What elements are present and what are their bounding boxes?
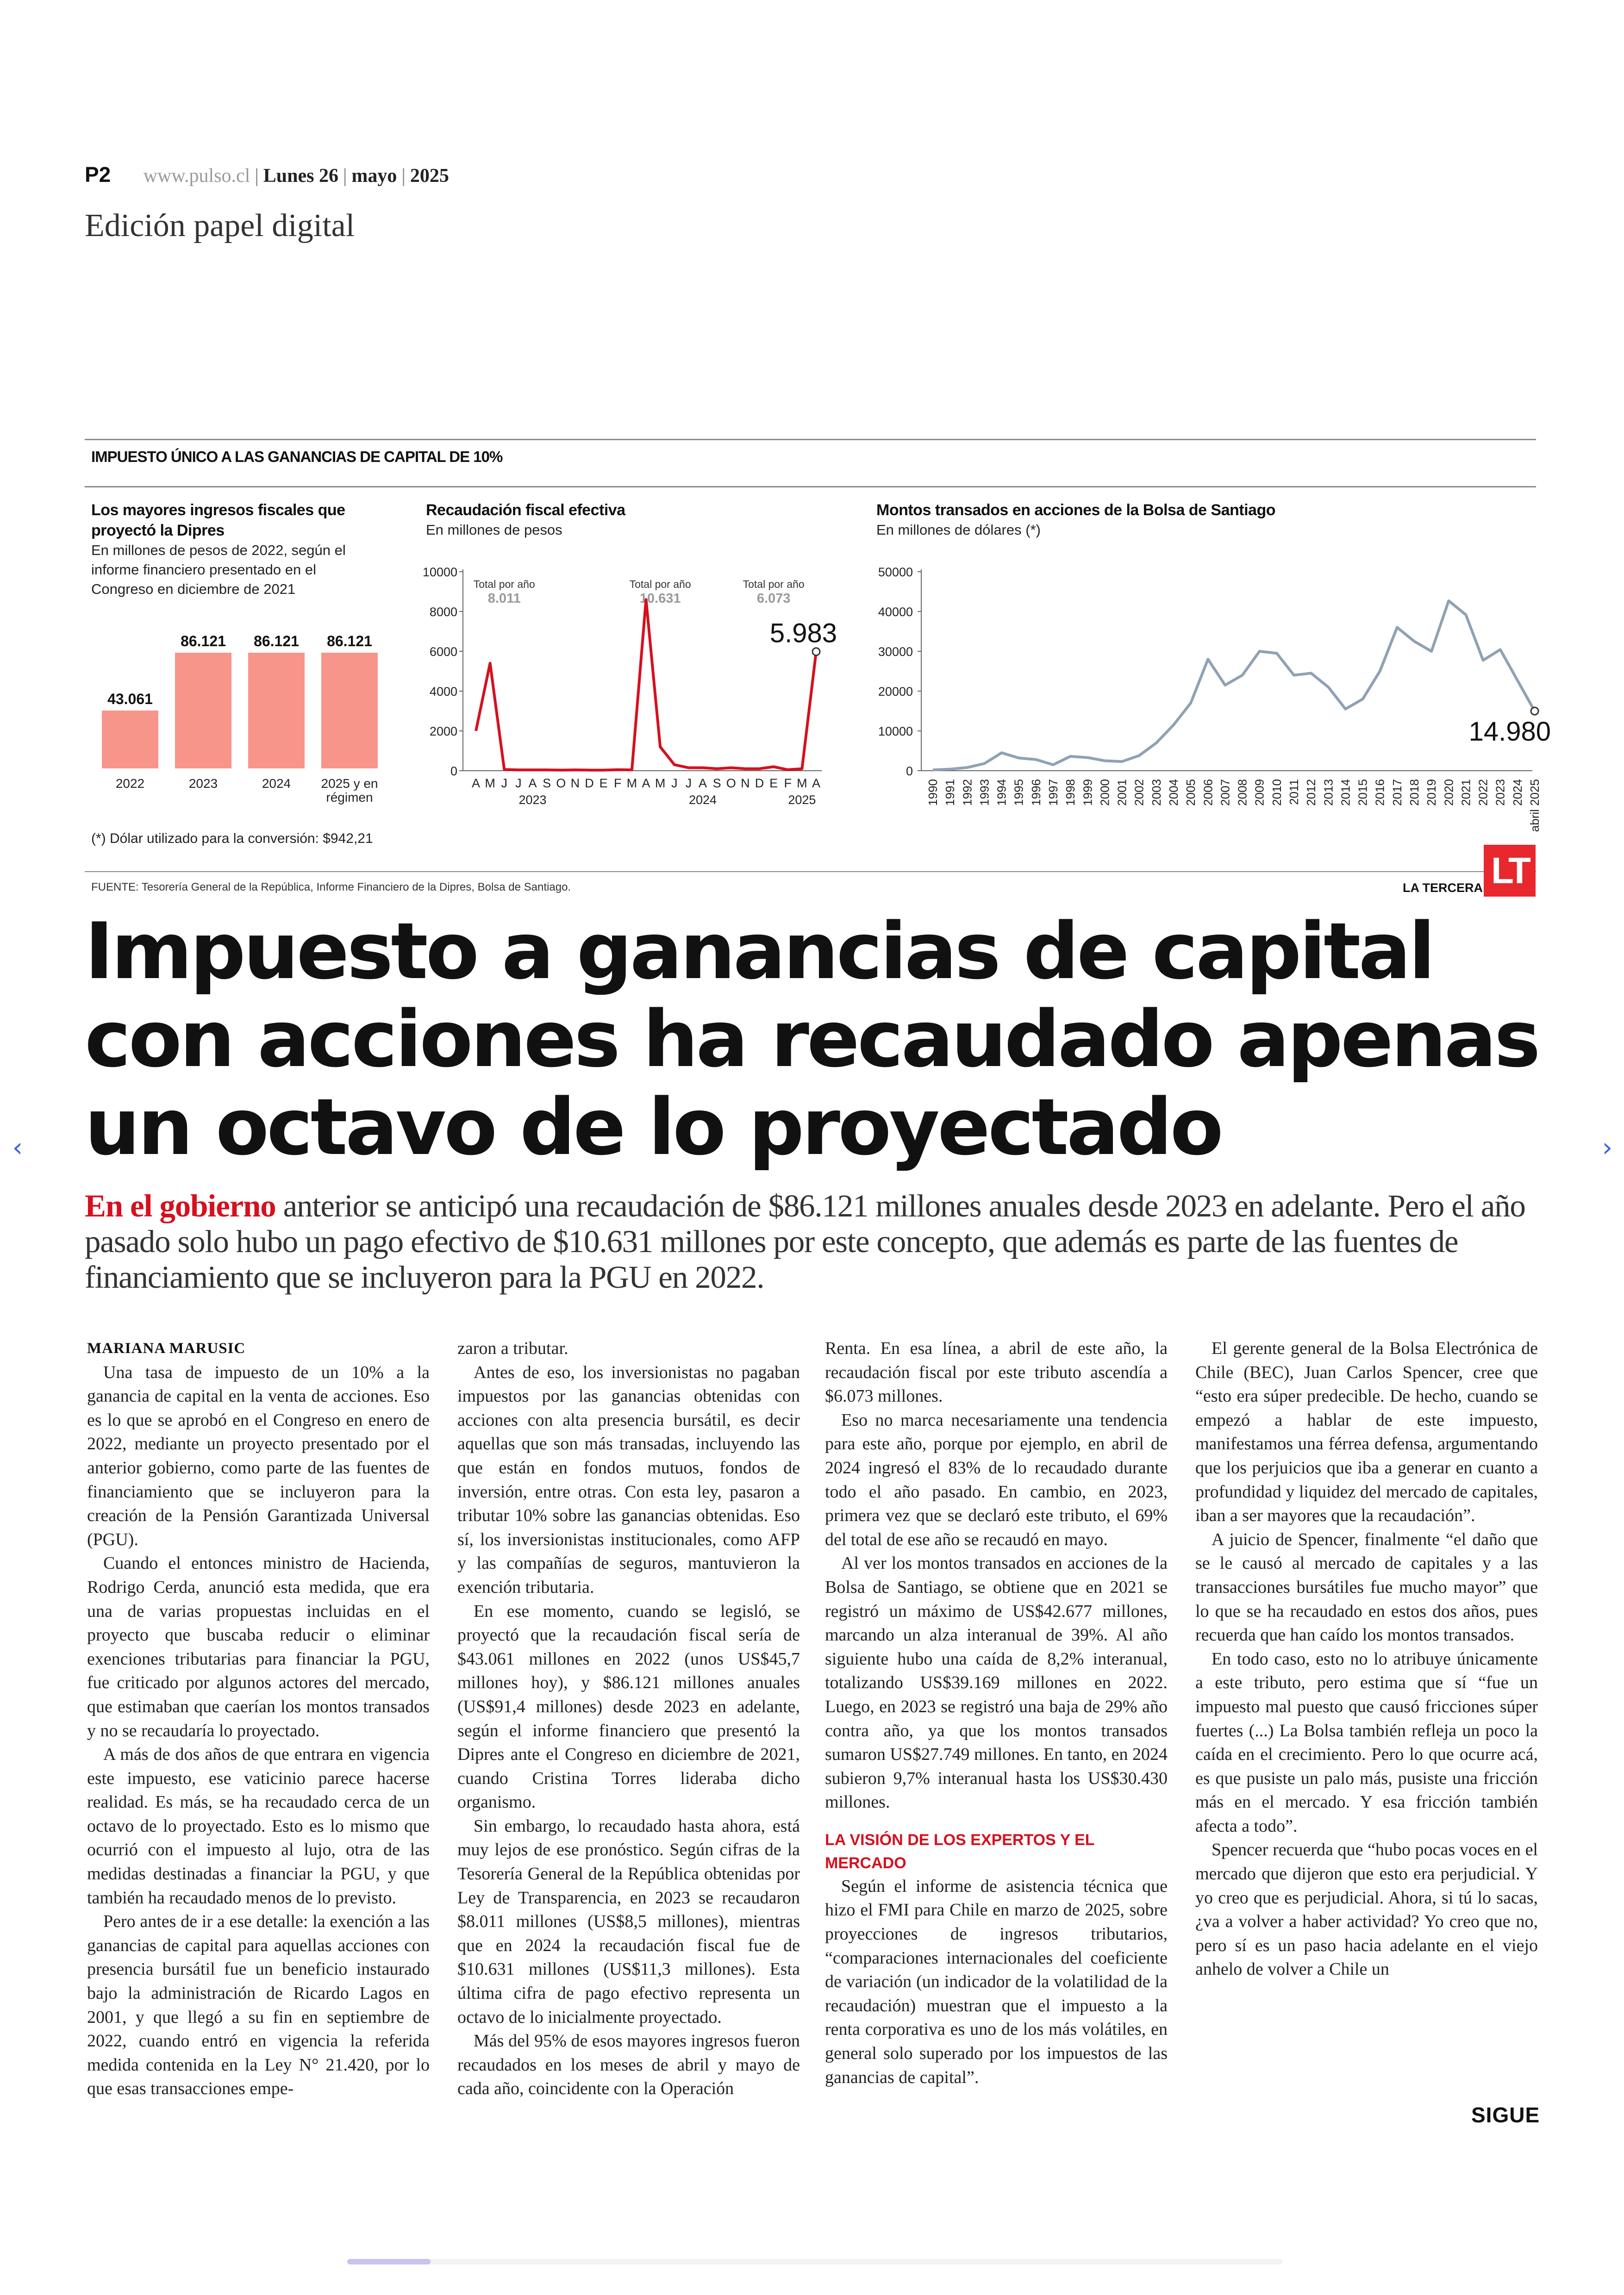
x-tick-label: 1990: [926, 779, 940, 806]
site-url: www.pulso.cl: [143, 165, 250, 187]
chart3-heading: [876, 500, 1432, 540]
previous-page-button[interactable]: ‹: [12, 1133, 23, 1163]
header-year: 2025: [410, 165, 449, 187]
x-tick-label: abril 2025: [1528, 779, 1542, 832]
paragraph: En ese momento, cuando se legisló, se proyectó que la recaudación fiscal sería de $43.061 millones en 2022 (unos US$45,7 millones hoy), y $86.121 millones anuales (US$91,4 millones) desde 2023 en adelante, según el informe financiero que presentó la Dipres ante el Congreso en diciembre de 2021, cuando Cristina Torres lideraba dicho organismo.: [457, 1601, 800, 1812]
x-tick-label: 2010: [1269, 779, 1284, 806]
infographic-title: IMPUESTO ÚNICO A LAS GANANCIAS DE CAPITAL DE 10%: [91, 448, 503, 465]
x-tick-label: A: [812, 776, 821, 790]
chart1-heading: [91, 500, 378, 599]
infographic-title-rule: [85, 486, 1536, 487]
article-column-4: [1195, 1337, 1538, 1982]
x-tick-label: D: [755, 776, 764, 790]
series-line: [933, 601, 1535, 770]
line-chart-recaudacion: [417, 555, 843, 815]
x-tick-label: 2020: [1442, 779, 1456, 806]
paragraph: En todo caso, esto no lo atribuye únicamente a este tributo, pero estima que sí “fue un impuesto mal puesto que causó fricciones súper fuertes (...) La Bolsa también refleja un poco la caída en el crecimiento. Pero lo que ocurre acá, es que pusiste un palo más, pusiste una fricción más en el mercado. Y esa fricción también afecta a todo”.: [1195, 1649, 1538, 1836]
bar-category-label: régimen: [326, 790, 373, 804]
x-tick-label: M: [655, 776, 666, 790]
paragraph: Cuando el entonces ministro de Hacienda, Rodrigo Cerda, anunció esta medida, que era una de varias propuestas incluidas en el proyecto que buscaba reducir o eliminar exenciones tributarias para financiar la PGU, fue criticado por algunos actores del mercado, que estimaban que caerían los montos transados y no se recaudaría lo proyectado.: [87, 1553, 430, 1740]
x-tick-label: 2024: [1510, 779, 1524, 806]
x-tick-label: 1997: [1046, 779, 1060, 806]
paragraph-continued: zaron a tributar.: [457, 1339, 568, 1358]
paragraph: Según el informe de asistencia técnica que hizo el FMI para Chile en marzo de 2025, sobre proyecciones de ingresos tributarios, “comparaciones internacionales del coeficiente de variación (un indicador de la volatilidad de la recaudación) muestran que el impuesto a la renta corporativa es uno de los más volátiles, en general solo superado por los impuestos de las ganancias de capital”.: [825, 1876, 1168, 2087]
y-tick-label: 8000: [429, 605, 457, 619]
x-tick-label: O: [726, 776, 736, 790]
y-tick-label: 10000: [878, 724, 913, 738]
bar-category-label: 2024: [262, 776, 291, 791]
bar-category-label: 2022: [115, 776, 145, 791]
annotation-value: 8.011: [487, 591, 521, 606]
bar-2: [248, 653, 305, 768]
annotation-value: 10.631: [639, 591, 681, 606]
bar-value-label: 43.061: [107, 690, 153, 707]
x-tick-label: 2012: [1304, 779, 1318, 806]
chart2-title: Recaudación fiscal efectiva: [426, 501, 625, 519]
x-tick-label: 2019: [1424, 779, 1439, 806]
last-value-label: 14.980: [1468, 717, 1551, 747]
scrollbar-track[interactable]: [347, 2259, 1282, 2264]
series-line: [476, 599, 816, 770]
x-tick-label: 1996: [1029, 779, 1043, 806]
x-tick-label: 2002: [1132, 779, 1146, 806]
x-tick-label: S: [712, 776, 721, 790]
la-tercera-logo: LT: [1484, 845, 1536, 897]
y-tick-label: 4000: [429, 685, 457, 698]
page-header: P2 www.pulso.cl | Lunes 26 | mayo | 2025: [85, 162, 449, 187]
next-page-button[interactable]: ›: [1602, 1133, 1613, 1163]
x-tick-label: 2008: [1235, 779, 1249, 806]
x-tick-label: A: [642, 776, 650, 790]
x-tick-label: 2023: [1493, 779, 1507, 806]
x-tick-label: 2009: [1252, 779, 1267, 806]
paragraph-continued: Renta. En esa línea, a abril de este año, la recaudación fiscal por este tributo ascendía a $6.073 millones.: [825, 1339, 1168, 1406]
infographic-top-rule: [85, 439, 1536, 440]
chart2-heading: [426, 500, 796, 540]
x-tick-label: 2016: [1373, 779, 1387, 806]
x-tick-label: D: [585, 776, 594, 790]
x-tick-label: E: [769, 776, 778, 790]
x-tick-label: 2013: [1321, 779, 1336, 806]
brand-name: LA TERCERA: [1403, 881, 1483, 895]
bar-0: [102, 711, 158, 768]
paragraph: Sin embargo, lo recaudado hasta ahora, está muy lejos de ese pronóstico. Según cifras de la Tesorería General de la República obtenidas por Ley de Transparencia, en 2023 se recaudaron $8.011 millones (US$8,5 millones), mientras que en 2024 la recaudación fiscal fue de $10.631 millones (US$11,3 millones). Esta última cifra de pago efectivo representa un octavo de lo inicialmente proyectado.: [457, 1816, 800, 2027]
paragraph: Antes de eso, los inversionistas no pagaban impuestos por las ganancias obtenidas con acciones con alta presencia bursátil, es decir aquellas que son más transadas, incluyendo las que están en fondos mutuos, fondos de inversión, entre otras. Con esta ley, pasaron a tributar 10% sobre las ganancias obtenidas. Eso sí, los inversionistas institucionales, como AFP y las compañías de seguros, mantuvieron la exención tributaria.: [457, 1362, 800, 1597]
y-tick-label: 20000: [878, 685, 913, 698]
chart1-title: Los mayores ingresos fiscales que proyectó la Dipres: [91, 501, 345, 539]
x-tick-label: O: [556, 776, 566, 790]
page-number: P2: [85, 162, 111, 187]
x-tick-label: 1992: [960, 779, 974, 806]
bar-1: [175, 653, 231, 768]
y-tick-label: 30000: [878, 645, 913, 659]
header-month: mayo: [351, 165, 397, 187]
y-tick-label: 50000: [878, 565, 913, 579]
x-tick-label: 2007: [1218, 779, 1232, 806]
x-tick-label: 2001: [1115, 779, 1129, 806]
x-tick-label: 2022: [1476, 779, 1490, 806]
x-tick-label: 2021: [1459, 779, 1473, 806]
infographic-bottom-rule: [85, 871, 1536, 872]
x-tick-label: 1994: [994, 779, 1009, 806]
continue-label: SIGUE: [1471, 2103, 1540, 2127]
chart3-subtitle: En millones de dólares (*): [876, 522, 1041, 538]
x-tick-label: A: [528, 776, 537, 790]
x-tick-label: 1991: [943, 779, 957, 806]
header-day: Lunes 26: [263, 165, 338, 187]
x-tick-label: A: [698, 776, 707, 790]
edition-label: Edición papel digital: [85, 208, 355, 243]
last-value-label: 5.983: [769, 618, 837, 649]
x-tick-label: 2015: [1355, 779, 1370, 806]
chart3-title: Montos transados en acciones de la Bolsa de Santiago: [876, 501, 1276, 519]
y-tick-label: 0: [906, 764, 913, 778]
x-tick-label: 1998: [1063, 779, 1078, 806]
article-column-2: [457, 1337, 800, 2101]
y-tick-label: 10000: [422, 565, 457, 579]
article-lead: [85, 1188, 1538, 1295]
annotation-label: Total por año: [629, 578, 691, 590]
x-tick-label: J: [515, 776, 522, 790]
article-column-3: [825, 1337, 1168, 2089]
x-tick-label: 1993: [977, 779, 992, 806]
annotation-value: 6.073: [756, 591, 791, 606]
x-tick-label: N: [570, 776, 580, 790]
section-subhead: LA VISIÓN DE LOS EXPERTOS Y EL MERCADO: [825, 1831, 1094, 1872]
x-tick-label: 2006: [1201, 779, 1215, 806]
x-tick-label: 2014: [1338, 779, 1353, 806]
x-tick-label: N: [741, 776, 750, 790]
x-tick-label: J: [671, 776, 678, 790]
x-tick-label: S: [543, 776, 551, 790]
last-point-marker: [812, 648, 820, 655]
chart-footnote: (*) Dólar utilizado para la conversión: $942,21: [91, 831, 373, 846]
x-tick-label: 2000: [1098, 779, 1112, 806]
paragraph: El gerente general de la Bolsa Electrónica de Chile (BEC), Juan Carlos Spencer, cree que “esto era súper predecible. De hecho, cuando se empezó a hablar de este impuesto, manifestamos una férrea defensa, argumentando que los perjuicios que iba a generar en cuanto a profundidad y liquidez del mercado de capitales, iban a ser mayores que la recaudación”.: [1195, 1339, 1538, 1526]
paragraph: Spencer recuerda que “hubo pocas voces en el mercado que dijeron que esto era perjudicial. Y yo creo que es perjudicial. Ahora, si tú lo sacas, ¿va a volver a haber actividad? Yo creo que no, pero sí es un paso hacia adelante en el viejo anhelo de volver a Chile un: [1195, 1840, 1538, 1979]
year-label: 2023: [518, 793, 547, 807]
article-column-1: [87, 1337, 430, 2101]
x-tick-label: 2004: [1167, 779, 1181, 806]
x-tick-label: 2017: [1390, 779, 1404, 806]
bar-category-label: 2025 y en: [321, 776, 378, 791]
chart-source: FUENTE: Tesorería General de la República, Informe Financiero de la Dipres, Bolsa de Santiago.: [91, 881, 571, 893]
article-headline: Impuesto a ganancias de capital con acciones ha recaudado apenas un octavo de lo proyectado: [85, 906, 1538, 1172]
lead-text: anterior se anticipó una recaudación de $86.121 millones anuales desde 2023 en adelante. Pero el año pasado solo hubo un pago efectivo de $10.631 millones por este concepto, que además es parte de las fuentes de financiamiento que se incluyeron para la PGU en 2022.: [85, 1188, 1525, 1295]
y-tick-label: 40000: [878, 605, 913, 619]
paragraph: Pero antes de ir a ese detalle: la exención a las ganancias de capital para aquellas acciones con presencia bursátil fue un beneficio instaurado bajo la administración de Ricardo Lagos en 2001, y que llegó a su fin en septiembre de 2022, cuando entró en vigencia la referida medida contenida en la Ley N° 21.420, por lo que esas transacciones empe-: [87, 1912, 430, 2099]
y-tick-label: 2000: [429, 724, 457, 738]
year-label: 2024: [688, 793, 717, 807]
x-tick-label: M: [626, 776, 637, 790]
x-tick-label: 2018: [1407, 779, 1421, 806]
paragraph: A más de dos años de que entrara en vigencia este impuesto, ese vaticinio parece hacerse realidad. Es más, se ha recaudado cerca de un octavo de lo proyectado. Esto es lo mismo que ocurrió con el impuesto al lujo, otra de las medidas destinadas a financiar la PGU, y que también ha recaudado menos de lo previsto.: [87, 1745, 430, 1908]
last-point-marker: [1531, 707, 1538, 715]
annotation-label: Total por año: [743, 578, 805, 590]
line-chart-montos-bolsa: [856, 555, 1551, 879]
bar-value-label: 86.121: [327, 633, 372, 649]
paragraph: Más del 95% de esos mayores ingresos fueron recaudados en los meses de abril y mayo de cada año, coincidente con la Operación: [457, 2031, 800, 2099]
year-label: 2025: [788, 793, 816, 807]
bar-3: [321, 653, 378, 768]
x-tick-label: J: [685, 776, 692, 790]
x-tick-label: 1995: [1012, 779, 1026, 806]
paragraph: A juicio de Spencer, finalmente “el daño que se le causó al mercado de capitales y a las transacciones bursátiles fue mucho mayor” que lo que se ha recaudado en estos dos años, pues recuerda que han caído los montos transados.: [1195, 1529, 1538, 1645]
x-tick-label: M: [485, 776, 495, 790]
x-tick-label: F: [784, 776, 792, 790]
byline: MARIANA MARUSIC: [87, 1340, 246, 1357]
bar-chart-dipres: [88, 625, 403, 810]
scrollbar-thumb[interactable]: [347, 2259, 431, 2264]
annotation-label: Total por año: [473, 578, 535, 590]
x-tick-label: M: [797, 776, 807, 790]
lead-highlight: En el gobierno: [85, 1188, 276, 1223]
y-tick-label: 0: [450, 764, 457, 778]
x-tick-label: 2011: [1287, 779, 1301, 805]
bar-value-label: 86.121: [181, 633, 226, 649]
x-tick-label: 2003: [1149, 779, 1163, 806]
chart2-subtitle: En millones de pesos: [426, 522, 562, 538]
chart1-subtitle: En millones de pesos de 2022, según el informe financiero presentado en el Congreso en diciembre de 2021: [91, 542, 346, 597]
paragraph: Una tasa de impuesto de un 10% a la ganancia de capital en la venta de acciones. Eso es lo que se aprobó en el Congreso en enero de 2022, mediante un proyecto presentado por el anterior gobierno, como parte de las fuentes de financiamiento que se incluyeron para la creación de la Pensión Garantizada Universal (PGU).: [87, 1362, 430, 1549]
x-tick-label: E: [599, 776, 608, 790]
bar-category-label: 2023: [188, 776, 218, 791]
paragraph: Eso no marca necesariamente una tendencia para este año, porque por ejemplo, en abril de 2024 ingresó el 83% de lo recaudado durante todo el año pasado. En cambio, en 2023, primera vez que se declaró este tributo, el 69% del total de ese año se recaudó en mayo.: [825, 1410, 1168, 1549]
x-tick-label: J: [501, 776, 507, 790]
y-tick-label: 6000: [429, 645, 457, 659]
paragraph: Al ver los montos transados en acciones de la Bolsa de Santiago, se obtiene que en 2021 se registró un máximo de US$42.677 millones, marcando un alza interanual de 39%. Al año siguiente hubo una caída de 8,2% interanual, totalizando US$39.169 millones en 2022. Luego, en 2023 se registró una baja de 29% año contra año, ya que los montos transados sumaron US$27.749 millones. En tanto, en 2024 subieron 9,7% interanual hasta los US$30.430 millones.: [825, 1553, 1168, 1812]
x-tick-label: A: [471, 776, 481, 790]
bar-value-label: 86.121: [254, 633, 299, 649]
x-tick-label: 1999: [1081, 779, 1095, 806]
x-tick-label: 2005: [1184, 779, 1198, 806]
x-tick-label: F: [614, 776, 622, 790]
